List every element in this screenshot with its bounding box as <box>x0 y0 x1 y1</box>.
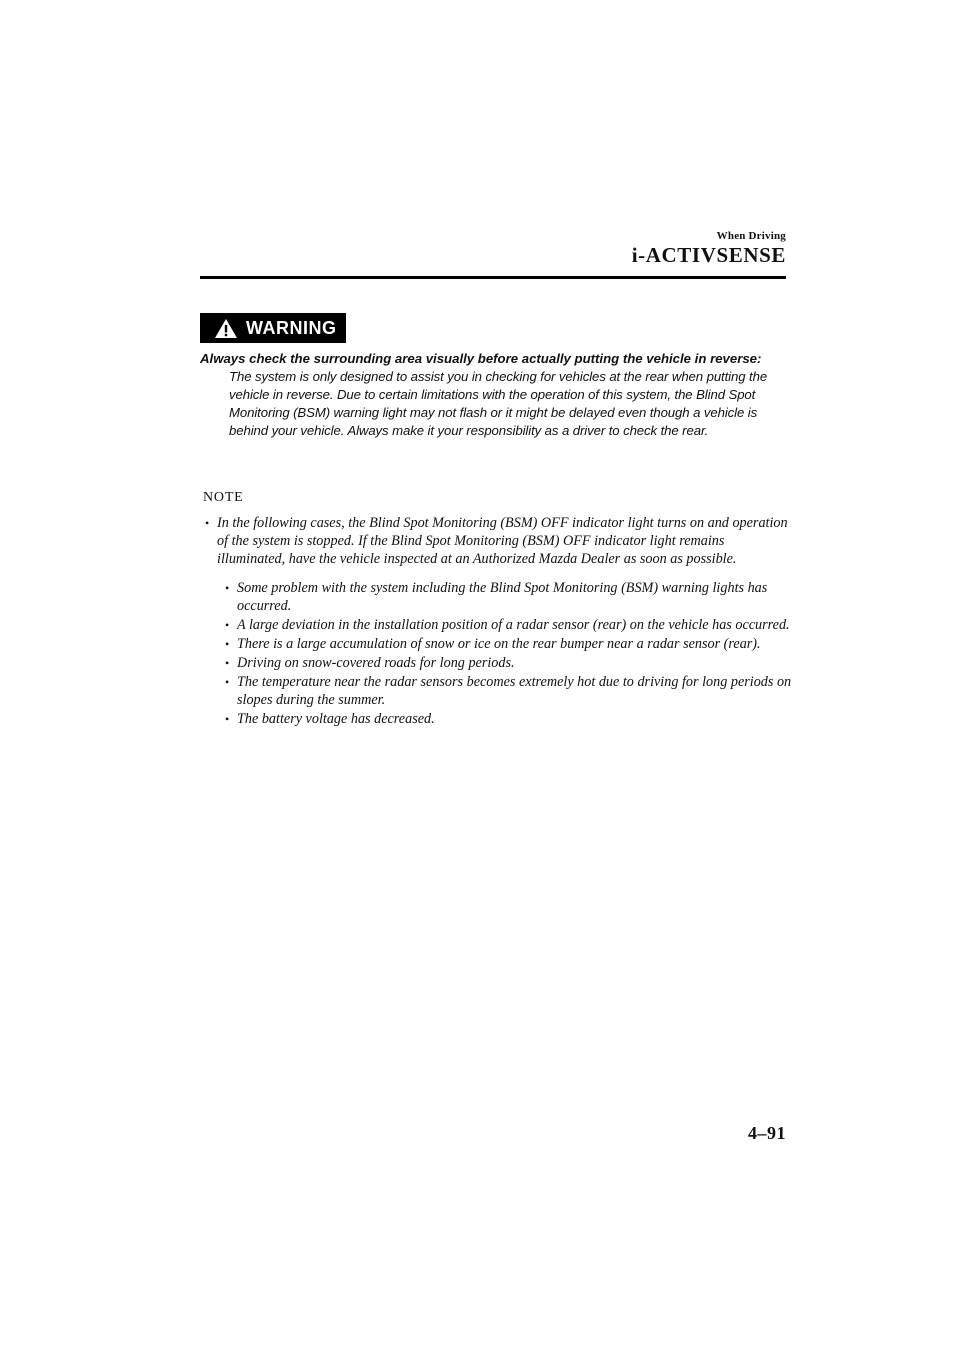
list-item-text: Some problem with the system including the Blind Spot Monitoring (BSM) warning lights has occurred. <box>237 580 768 614</box>
list-item <box>220 710 792 728</box>
chapter-title: i-ACTIVSENSE <box>631 243 786 267</box>
note-label: NOTE <box>203 490 244 505</box>
note-sub-list <box>200 579 792 728</box>
list-item <box>220 654 792 672</box>
section-label: When Driving <box>716 230 786 242</box>
header-divider <box>200 276 786 279</box>
list-item-text: The battery voltage has decreased. <box>237 711 435 727</box>
warning-heading: Always check the surrounding area visually before actually putting the vehicle in reverse: <box>200 351 762 366</box>
bullet-icon: • <box>205 516 210 530</box>
list-item <box>220 635 792 653</box>
list-item-text: Driving on snow-covered roads for long periods. <box>237 655 515 671</box>
bullet-icon: • <box>225 618 230 632</box>
warning-body <box>200 350 790 440</box>
list-item-text: The temperature near the radar sensors becomes extremely hot due to driving for long periods on slopes during the summer. <box>237 674 792 708</box>
note-item-text: In the following cases, the Blind Spot Monitoring (BSM) OFF indicator light turns on and operation of the system is stopped. If the Blind Spot Monitoring (BSM) OFF indicator light remains illuminated, have the vehicle inspected at an Authorized Mazda Dealer as soon as possible. <box>217 515 788 567</box>
warning-text: The system is only designed to assist you in checking for vehicles at the rear when putting the vehicle in reverse. Due to certain limitations with the operation of this system, the Blind Spot Monitoring (BSM) warning light may not flash or it might be delayed even though a vehicle is behind your vehicle. Always make it your responsibility as a driver to check the rear. <box>229 369 768 438</box>
note-item <box>200 514 792 568</box>
note-list <box>200 514 792 729</box>
list-item <box>220 616 792 634</box>
page-number: 4–91 <box>748 1123 786 1143</box>
warning-triangle-icon <box>214 318 238 339</box>
list-item-text: There is a large accumulation of snow or ice on the rear bumper near a radar sensor (rear). <box>237 636 761 652</box>
bullet-icon: • <box>225 712 230 726</box>
list-item <box>220 673 792 709</box>
bullet-icon: • <box>225 581 230 595</box>
list-item-text: A large deviation in the installation position of a radar sensor (rear) on the vehicle has occurred. <box>237 617 790 633</box>
bullet-icon: • <box>225 637 230 651</box>
bullet-icon: • <box>225 675 230 689</box>
list-item <box>220 579 792 615</box>
bullet-icon: • <box>225 656 230 670</box>
warning-badge-label: WARNING <box>246 317 337 338</box>
warning-badge <box>200 313 346 343</box>
